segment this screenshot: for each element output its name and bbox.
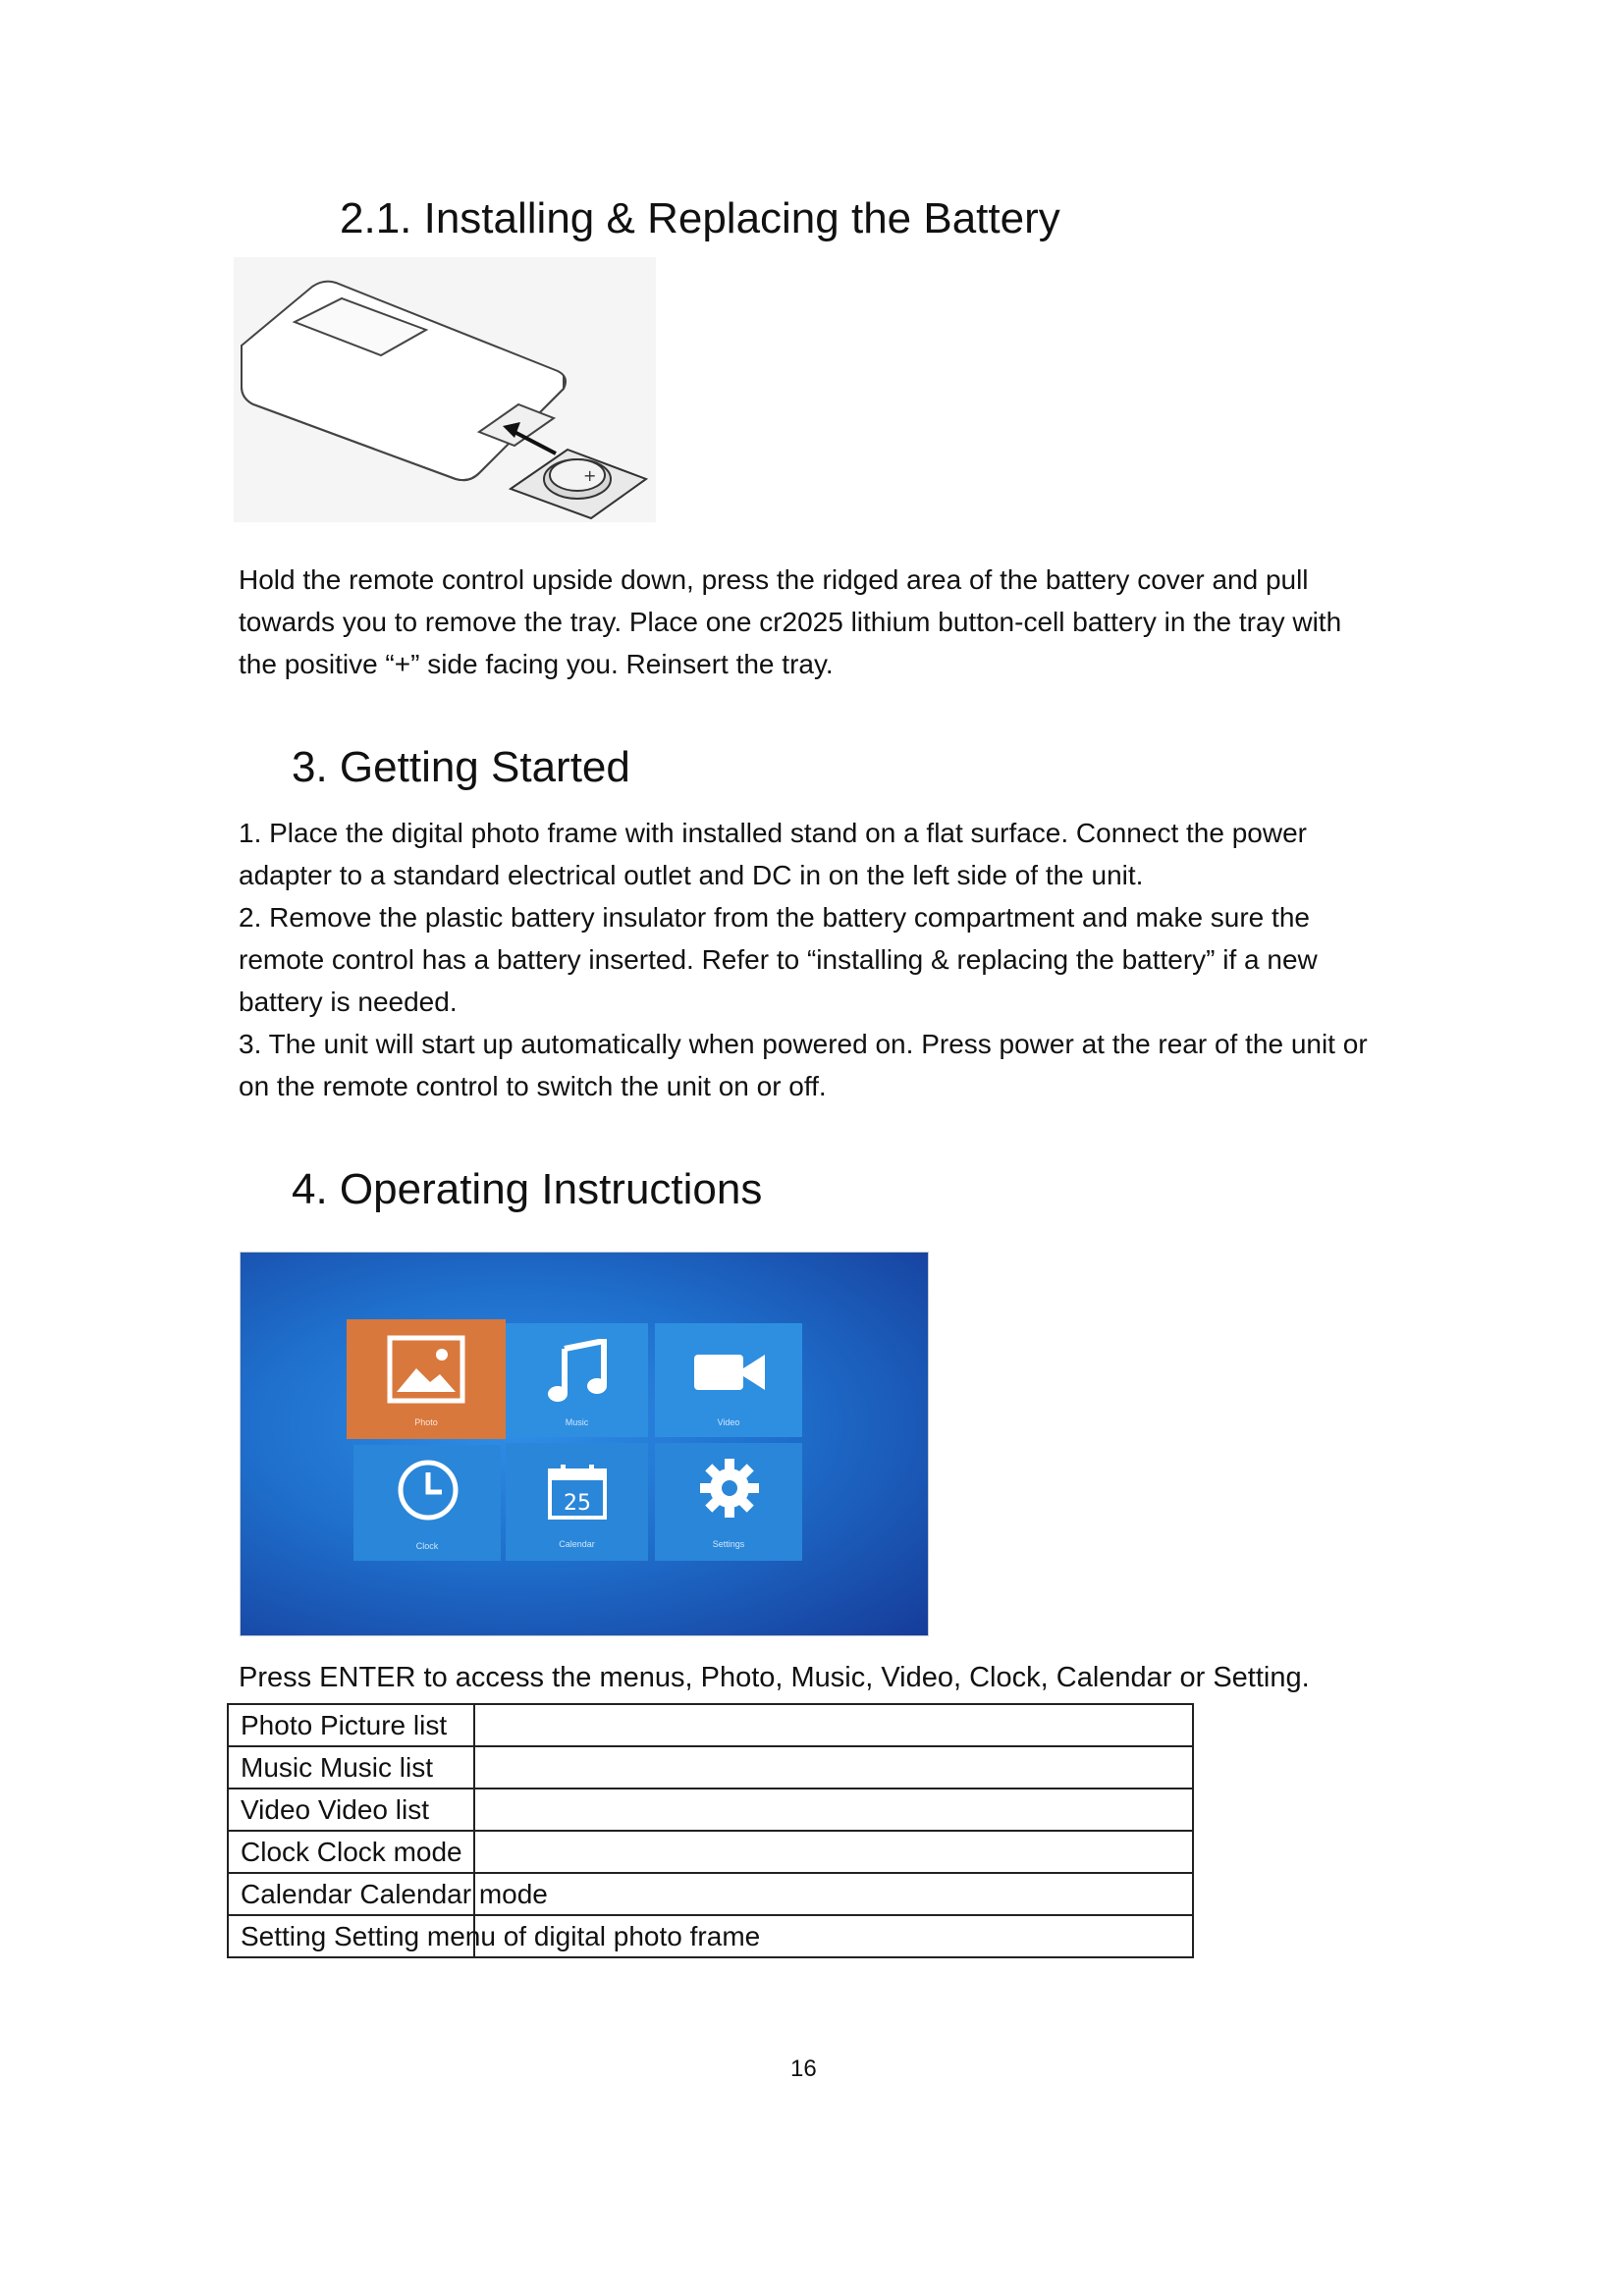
table-cell xyxy=(228,1831,474,1873)
step-2: 2. Remove the plastic battery insulator from the battery compartment and make sure the remote control has a battery inserted. Refer to “installing & replacing the battery” if a new battery is needed. xyxy=(239,902,1318,1017)
menu-table xyxy=(227,1703,1194,1958)
clock-icon xyxy=(397,1459,460,1522)
tile-video-label: Video xyxy=(717,1417,740,1427)
picture-icon xyxy=(387,1335,465,1404)
step-3: 3. The unit will start up automatically when powered on. Press power at the rear of the unit or on the remote control to switch the unit on or off. xyxy=(239,1029,1368,1101)
table-row xyxy=(228,1831,1193,1873)
table-cell xyxy=(228,1873,548,1915)
getting-started-heading: 3. Getting Started xyxy=(292,743,630,791)
page-number: 16 xyxy=(790,2056,817,2082)
table-cell xyxy=(474,1789,1193,1831)
video-camera-icon xyxy=(694,1351,765,1394)
table-cell xyxy=(228,1746,474,1789)
gear-icon xyxy=(698,1457,761,1520)
menu-row-setting: Setting Setting menu of digital photo frame xyxy=(241,1920,761,1951)
menu-row-photo: Photo Picture list xyxy=(241,1709,448,1740)
table-row xyxy=(228,1704,1193,1746)
battery-plus-symbol: + xyxy=(583,466,597,485)
tile-photo-label: Photo xyxy=(414,1417,438,1427)
tile-photo[interactable] xyxy=(347,1319,506,1439)
step-1: 1. Place the digital photo frame with installed stand on a flat surface. Connect the power adapter to a standard electrical outlet and DC in on the left side of the unit. xyxy=(239,818,1307,890)
menu-row-video: Video Video list xyxy=(241,1793,429,1825)
music-note-icon xyxy=(547,1339,608,1404)
table-row xyxy=(228,1746,1193,1789)
table-cell xyxy=(474,1831,1193,1873)
calendar-day: 25 xyxy=(564,1491,591,1516)
table-cell xyxy=(228,1704,474,1746)
tile-clock[interactable] xyxy=(353,1445,501,1561)
tile-settings[interactable] xyxy=(655,1443,802,1561)
table-cell xyxy=(474,1873,1193,1915)
table-row xyxy=(228,1915,1193,1957)
tile-music[interactable] xyxy=(506,1323,648,1437)
remote-battery-illustration xyxy=(234,257,656,522)
table-cell xyxy=(474,1746,1193,1789)
tile-calendar-label: Calendar xyxy=(559,1539,595,1549)
tile-calendar[interactable] xyxy=(506,1443,648,1561)
battery-section-heading: 2.1. Installing & Replacing the Battery xyxy=(340,194,1060,242)
tile-settings-label: Settings xyxy=(712,1539,745,1549)
menu-row-clock: Clock Clock mode xyxy=(241,1836,462,1867)
table-row xyxy=(228,1873,1193,1915)
battery-instructions: Hold the remote control upside down, press the ridged area of the battery cover and pull towards you to remove the tray. Place one cr2025 lithium button-cell battery in the tray with the positive “+” side facing you. Reinsert the tray. xyxy=(239,564,1342,679)
home-screen-photo xyxy=(240,1252,929,1636)
operating-instructions-heading: 4. Operating Instructions xyxy=(292,1165,763,1213)
getting-started-steps xyxy=(239,812,1368,1107)
calendar-icon xyxy=(547,1463,608,1522)
tile-clock-label: Clock xyxy=(415,1541,439,1551)
tile-music-label: Music xyxy=(565,1417,589,1427)
menu-row-calendar: Calendar Calendar mode xyxy=(241,1878,548,1909)
table-cell xyxy=(474,1704,1193,1746)
table-cell xyxy=(228,1915,761,1957)
menu-caption: Press ENTER to access the menus, Photo, Music, Video, Clock, Calendar or Setting. xyxy=(239,1662,1310,1693)
table-cell xyxy=(228,1789,474,1831)
tile-video[interactable] xyxy=(655,1323,802,1437)
menu-row-music: Music Music list xyxy=(241,1751,434,1783)
table-row xyxy=(228,1789,1193,1831)
